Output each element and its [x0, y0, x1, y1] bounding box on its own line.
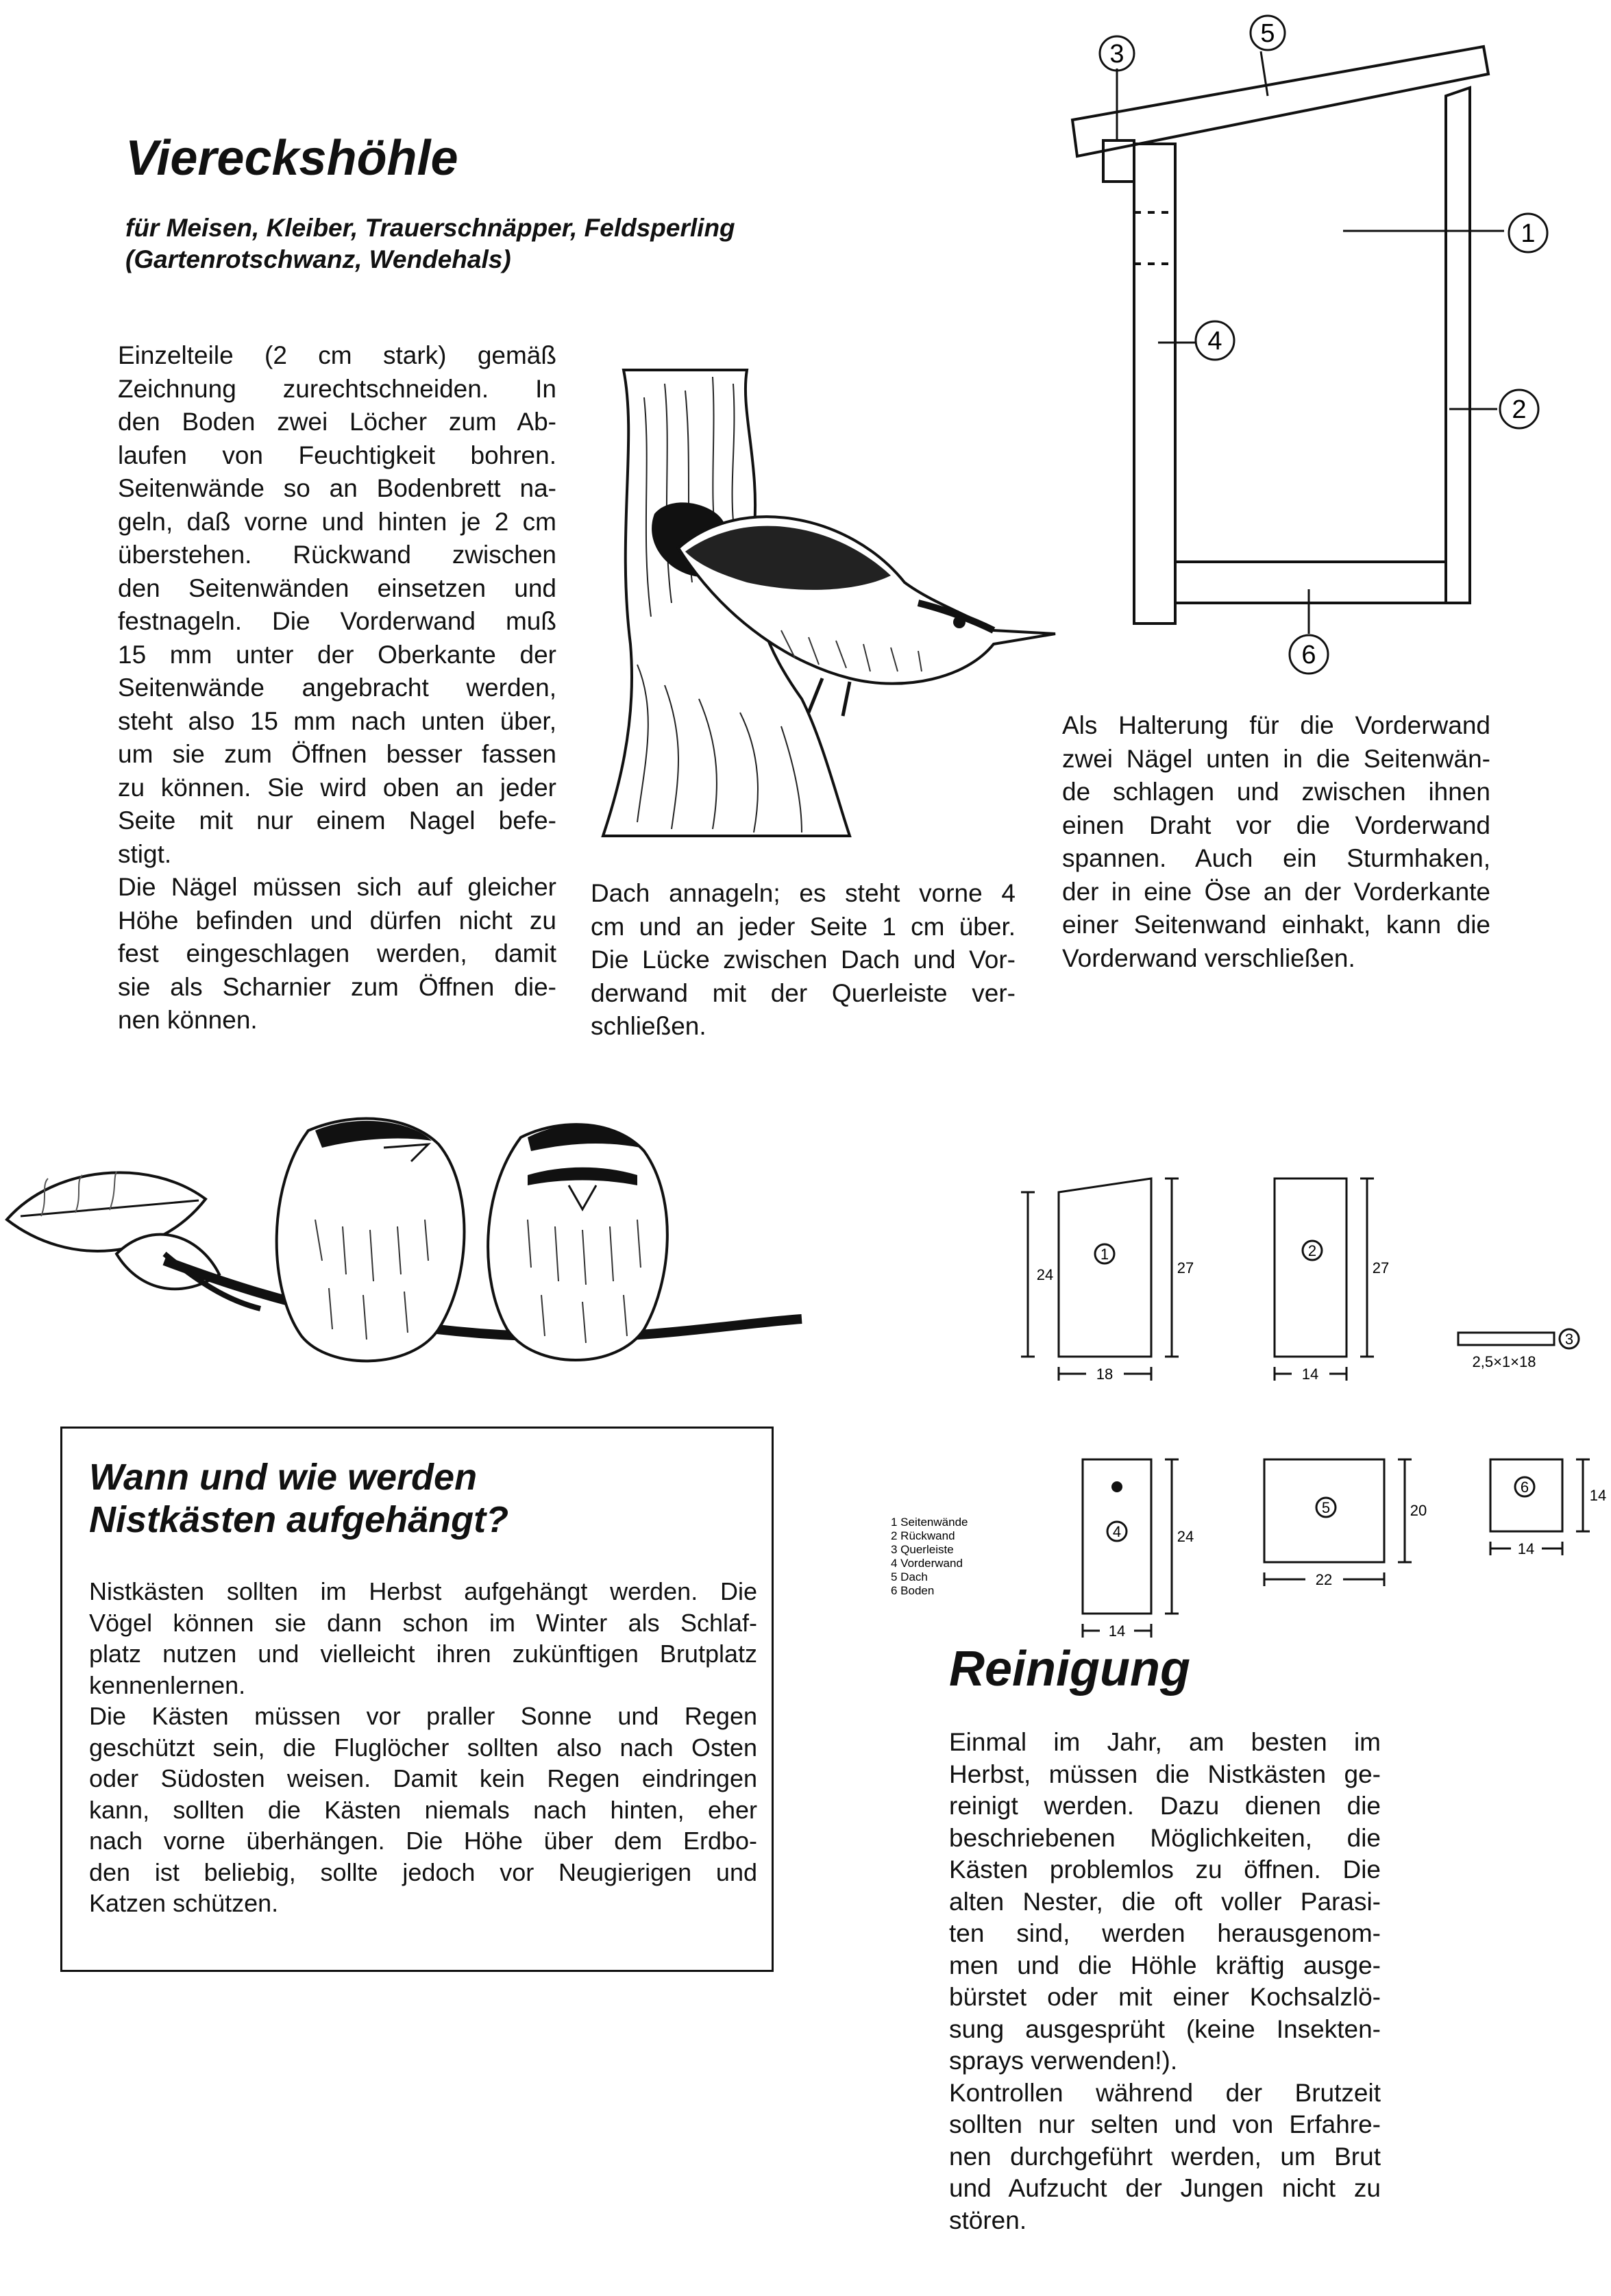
text-line: Vorderwand verschließen.	[1062, 943, 1355, 972]
part6-num: 6	[1520, 1479, 1529, 1496]
text-line: derwand mit der Querleiste ver-	[591, 978, 1016, 1007]
callout-5: 5	[1260, 19, 1275, 48]
part3-num: 3	[1564, 1331, 1574, 1348]
box-text	[89, 1576, 757, 1919]
legend-item: 1 Seitenwände	[891, 1516, 968, 1529]
construction-text	[118, 339, 556, 1037]
text-line: Vögel können sie dann schon im Winter als Schlaf-	[89, 1608, 757, 1637]
text-line: bürstet oder mit einer Kochsalzlö-	[949, 1983, 1381, 2011]
nuthatch-illustration	[576, 356, 1110, 850]
callout-6: 6	[1301, 641, 1316, 669]
parts-cutting-diagram	[877, 1158, 1611, 1651]
box-heading	[89, 1456, 508, 1541]
part4-width: 14	[1108, 1622, 1126, 1640]
text-line: laufen von Feuchtigkeit bohren.	[118, 441, 556, 469]
text-line: den Seitenwänden einsetzen und	[118, 573, 556, 602]
legend-item: 4 Vorderwand	[891, 1557, 963, 1570]
text-line: geschützt sein, die Fluglöcher sollten also nach Osten	[89, 1733, 757, 1762]
part2-num: 2	[1307, 1242, 1317, 1259]
text-line: nach vorne überhängen. Die Höhe über dem Erdbo-	[89, 1827, 757, 1855]
legend-item: 3 Querleiste	[891, 1543, 954, 1556]
text-line: Einmal im Jahr, am besten im	[949, 1728, 1381, 1756]
text-line: geln, daß vorne und hinten je 2 cm	[118, 507, 556, 536]
reinigung-heading: Reinigung	[949, 1642, 1190, 1696]
text-line: steht also 15 mm nach unten über,	[118, 706, 556, 735]
part2-height: 27	[1372, 1259, 1390, 1276]
text-line: Als Halterung für die Vorderwand	[1062, 711, 1490, 739]
text-line: kann, sollten die Kästen niemals nach hinten, eher	[89, 1795, 757, 1824]
text-line: zu können. Sie wird oben an jeder	[118, 773, 556, 802]
text-line: alten Nester, die oft voller Parasi-	[949, 1887, 1381, 1916]
part1-width: 18	[1096, 1366, 1114, 1383]
callout-3: 3	[1109, 40, 1124, 69]
text-line: Höhe befinden und dürfen nicht zu	[118, 906, 556, 935]
text-line: zwei Nägel unten in die Seitenwän-	[1062, 744, 1490, 773]
part1-num: 1	[1100, 1246, 1109, 1263]
subtitle-line: für Meisen, Kleiber, Trauerschnäpper, Feldsperling	[125, 214, 735, 242]
text-line: Seite mit nur einem Nagel befe-	[118, 806, 556, 835]
part5-width: 22	[1315, 1571, 1333, 1588]
text-line: schließen.	[591, 1012, 706, 1040]
callout-4: 4	[1207, 327, 1222, 356]
text-line: einer Seitenwand einhakt, kann die	[1062, 911, 1490, 939]
legend-item: 2 Rückwand	[891, 1529, 955, 1542]
part3-dims: 2,5×1×18	[1472, 1353, 1536, 1370]
part2-width: 14	[1301, 1366, 1319, 1383]
box-heading-line: Nistkästen aufgehängt?	[89, 1499, 509, 1540]
part1-height-right: 27	[1177, 1259, 1194, 1276]
text-line: cm und an jeder Seite 1 cm über.	[591, 912, 1016, 941]
part6-width: 14	[1517, 1540, 1535, 1557]
text-line: Seitenwände angebracht werden,	[118, 674, 556, 702]
text-line: Die Lücke zwischen Dach und Vor-	[591, 946, 1016, 974]
page-title: Viereckshöhle	[125, 131, 458, 186]
text-line: sollten nur selten und von Erfahre-	[949, 2110, 1381, 2138]
text-line: Zeichnung zurechtschneiden. In	[118, 374, 556, 403]
part5-num: 5	[1321, 1499, 1331, 1516]
text-line: spannen. Auch ein Sturmhaken,	[1062, 844, 1490, 872]
text-line: Seitenwände so an Bodenbrett na-	[118, 474, 556, 502]
text-line: oder Südosten weisen. Damit kein Regen eindringen	[89, 1764, 757, 1792]
text-line: sprays verwenden!).	[949, 2047, 1178, 2075]
text-line: Die Kästen müssen vor praller Sonne und Regen	[89, 1702, 757, 1730]
text-line: 15 mm unter der Oberkante der	[118, 640, 556, 669]
nestbox-construction-diagram	[1055, 0, 1611, 699]
text-line: Kontrollen während der Brutzeit	[949, 2078, 1381, 2107]
box-heading-line: Wann und wie werden	[89, 1457, 478, 1498]
mounting-text	[1062, 709, 1490, 975]
text-line: stören.	[949, 2206, 1027, 2234]
text-line: überstehen. Rückwand zwischen	[118, 541, 556, 569]
text-line: Herbst, müssen die Nistkästen ge-	[949, 1760, 1381, 1788]
text-line: nen können.	[118, 1006, 258, 1034]
text-line: beschriebenen Möglichkeiten, die	[949, 1823, 1381, 1852]
text-line: kennenlernen.	[89, 1670, 246, 1699]
text-line: Kästen problemlos zu öffnen. Die	[949, 1855, 1381, 1884]
legend-item: 6 Boden	[891, 1584, 935, 1597]
text-line: Nistkästen sollten im Herbst aufgehängt werden. Die	[89, 1577, 757, 1605]
text-line: der in eine Öse an der Vorderkante	[1062, 877, 1490, 906]
text-line: den Boden zwei Löcher zum Ab-	[118, 408, 556, 436]
text-line: ten sind, werden herausgenom-	[949, 1919, 1381, 1947]
part1-height-left: 24	[1036, 1266, 1054, 1283]
legend-item: 5 Dach	[891, 1570, 928, 1583]
text-line: um sie zum Öffnen besser fassen	[118, 740, 556, 768]
text-line: Einzelteile (2 cm stark) gemäß	[118, 341, 556, 369]
young-birds-illustration	[0, 1083, 809, 1453]
text-line: und Aufzucht der Jungen nicht zu	[949, 2174, 1381, 2202]
text-line: nen durchgeführt werden, um Brut	[949, 2142, 1381, 2171]
text-line: sung ausgesprüht (keine Insekten-	[949, 2014, 1381, 2043]
text-line: fest eingeschlagen werden, damit	[118, 939, 556, 967]
subtitle-line: (Gartenrotschwanz, Wendehals)	[125, 245, 511, 273]
part5-height: 20	[1410, 1502, 1427, 1519]
text-line: platz nutzen und vielleicht ihren zukünftigen Brutplatz	[89, 1640, 757, 1668]
text-line: Katzen schützen.	[89, 1889, 279, 1917]
text-line: den ist beliebig, sollte jedoch vor Neugierigen und	[89, 1857, 757, 1886]
text-line: Dach annageln; es steht vorne 4	[591, 879, 1016, 907]
text-line: festnageln. Die Vorderwand muß	[118, 607, 556, 635]
subtitle	[125, 212, 735, 275]
text-line: men und die Höhle kräftig ausge-	[949, 1951, 1381, 1979]
roof-text	[591, 877, 1016, 1044]
part6-height: 14	[1589, 1487, 1607, 1504]
reinigung-text	[949, 1727, 1381, 2236]
text-line: de schlagen und zwischen ihnen	[1062, 778, 1490, 806]
part4-num: 4	[1112, 1523, 1122, 1540]
text-line: sie als Scharnier zum Öffnen die-	[118, 972, 556, 1001]
callout-2: 2	[1512, 395, 1527, 424]
text-line: einen Draht vor die Vorderwand	[1062, 811, 1490, 839]
text-line: stigt.	[118, 839, 172, 868]
callout-1: 1	[1521, 219, 1536, 248]
part4-height: 24	[1177, 1528, 1194, 1545]
text-line: reinigt werden. Dazu dienen die	[949, 1792, 1381, 1820]
text-line: Die Nägel müssen sich auf gleicher	[118, 873, 556, 901]
